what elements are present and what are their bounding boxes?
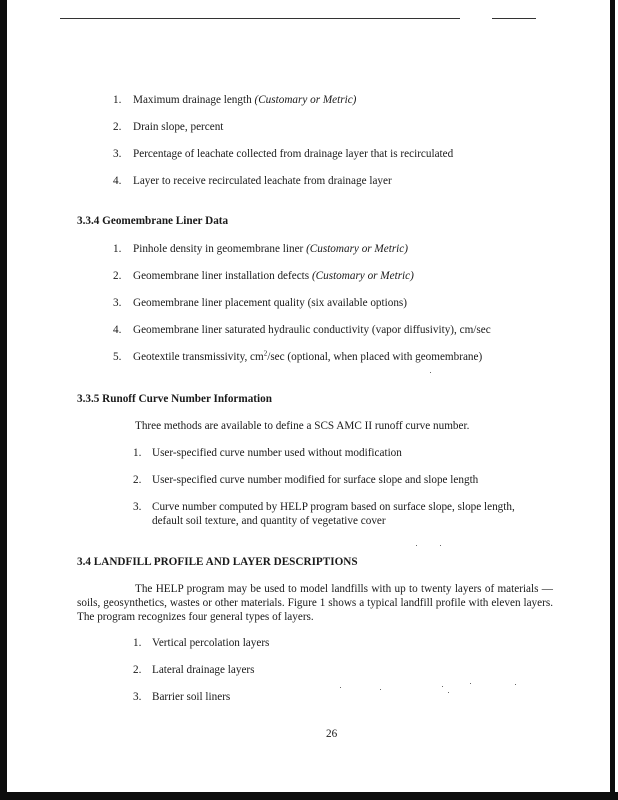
page-number: 26	[326, 728, 338, 740]
section-intro: Three methods are available to define a SCS AMC II runoff curve number.	[135, 420, 470, 432]
list-number: 1.	[133, 637, 142, 649]
list-item: Curve number computed by HELP program based on surface slope, slope length,	[152, 501, 515, 513]
scan-speck	[442, 686, 443, 687]
list-item: User-specified curve number used without modification	[152, 447, 402, 459]
list-number: 3.	[133, 691, 142, 703]
list-item: Vertical percolation layers	[152, 637, 270, 649]
scan-speck	[430, 372, 431, 373]
list-number: 3.	[113, 148, 122, 160]
scan-top-mark	[492, 18, 536, 19]
section-heading-334: 3.3.4 Geomembrane Liner Data	[77, 215, 229, 227]
scan-top-mark	[60, 18, 460, 19]
list-item: Geotextile transmissivity, $cm^2/\sec$ (optional, when placed with geomembrane)	[133, 349, 483, 363]
list-item: User-specified curve number modified for surface slope and slope length	[152, 474, 479, 486]
section-heading-34: 3.4 LANDFILL PROFILE AND LAYER DESCRIPTIONS	[77, 556, 358, 568]
list-item: Maximum drainage length (Customary or Metric)	[133, 94, 357, 106]
scan-speck	[470, 683, 471, 684]
list-item: Geomembrane liner saturated hydraulic conductivity (vapor diffusivity), cm/sec	[133, 324, 491, 336]
scan-speck	[380, 689, 381, 690]
scan-speck	[515, 684, 516, 685]
list-item: Lateral drainage layers	[152, 664, 255, 676]
section-paragraph: The HELP program may be used to model landfills with up to twenty layers of materials — soils, geosynthetics, wastes or other materials. Figure 1 shows a typical landfill profile with eleven layers. The program recognizes four general types of layers.	[77, 583, 553, 623]
scan-speck	[340, 687, 341, 688]
list-item: Barrier soil liners	[152, 691, 231, 703]
list-item: Drain slope, percent	[133, 121, 224, 133]
list-number: 3.	[133, 501, 142, 513]
list-item: Layer to receive recirculated leachate from drainage layer	[133, 175, 392, 187]
list-item-continuation: default soil texture, and quantity of vegetative cover	[152, 515, 386, 527]
list-number: 1.	[133, 447, 142, 459]
list-number: 2.	[113, 121, 122, 133]
scan-speck	[416, 545, 417, 546]
scan-speck	[440, 545, 441, 546]
list-item: Percentage of leachate collected from drainage layer that is recirculated	[133, 148, 454, 160]
scan-border-bottom	[0, 792, 618, 800]
list-number: 2.	[133, 474, 142, 486]
list-item: Pinhole density in geomembrane liner (Customary or Metric)	[133, 243, 408, 255]
list-number: 4.	[113, 324, 122, 336]
list-item: Geomembrane liner placement quality (six available options)	[133, 297, 408, 309]
list-number: 3.	[113, 297, 122, 309]
list-item: Geomembrane liner installation defects (Customary or Metric)	[133, 270, 414, 282]
scan-border-left	[0, 0, 7, 800]
list-number: 4.	[113, 175, 122, 187]
scan-border-right	[610, 0, 615, 800]
list-number: 5.	[113, 351, 122, 363]
list-number: 2.	[133, 664, 142, 676]
section-heading-335: 3.3.5 Runoff Curve Number Information	[77, 393, 272, 405]
list-number: 1.	[113, 243, 122, 255]
scan-speck	[448, 692, 449, 693]
list-number: 2.	[113, 270, 122, 282]
list-number: 1.	[113, 94, 122, 106]
